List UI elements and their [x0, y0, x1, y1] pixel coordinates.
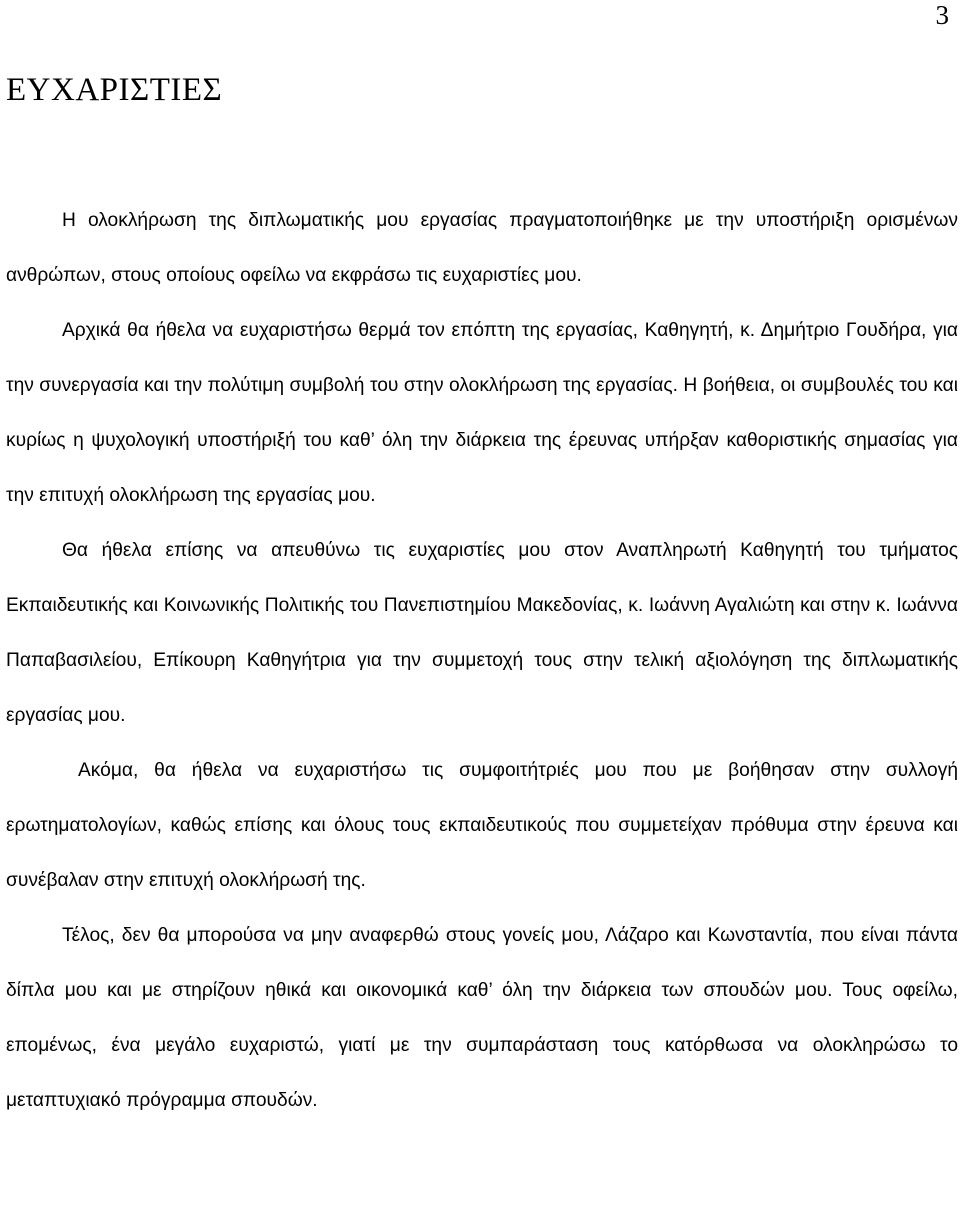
acknowledgements-body	[6, 193, 958, 1128]
paragraph-committee: Θα ήθελα επίσης να απευθύνω τις ευχαριστίες μου στον Αναπληρωτή Καθηγητή του τμήματος Εκπαιδευτικής και Κοινωνικής Πολιτικής του Πανεπιστημίου Μακεδονίας, κ. Ιωάννη Αγαλιώτη και στην κ. Ιωάννα Παπαβασιλείου, Επίκουρη Καθηγήτρια για την συμμετοχή τους στην τελική αξιολόγηση της διπλωματικής εργασίας μου.	[6, 540, 958, 726]
page-title: ΕΥΧΑΡΙΣΤΙΕΣ	[6, 72, 223, 108]
paragraph-supervisor: Αρχικά θα ήθελα να ευχαριστήσω θερμά τον επόπτη της εργασίας, Καθηγητή, κ. Δημήτριο Γουδήρα, για την συνεργασία και την πολύτιμη συμβολή του στην ολοκλήρωση της εργασίας. Η βοήθεια, οι συμβουλές του και κυρίως η ψυχολογική υποστήριξή του καθ’ όλη την διάρκεια της έρευνας υπήρξαν καθοριστικής σημασίας για την επιτυχή ολοκλήρωση της εργασίας μου.	[6, 320, 958, 506]
page-number: 3	[935, 0, 949, 30]
paragraph-parents: Τέλος, δεν θα μπορούσα να μην αναφερθώ στους γονείς μου, Λάζαρο και Κωνσταντία, που είναι πάντα δίπλα μου και με στηρίζουν ηθικά και οικονομικά καθ’ όλη την διάρκεια των σπουδών μου. Τους οφείλω, επομένως, ένα μεγάλο ευχαριστώ, γιατί με την συμπαράσταση τους κατόρθωσα να ολοκληρώσω το μεταπτυχιακό πρόγραμμα σπουδών.	[6, 925, 958, 1111]
paragraph-classmates: Ακόμα, θα ήθελα να ευχαριστήσω τις συμφοιτήτριές μου που με βοήθησαν στην συλλογή ερωτηματολογίων, καθώς επίσης και όλους τους εκπαιδευτικούς που συμμετείχαν πρόθυμα στην έρευνα και συνέβαλαν στην επιτυχή ολοκλήρωσή της.	[6, 760, 958, 891]
paragraph-intro: Η ολοκλήρωση της διπλωματικής μου εργασίας πραγματοποιήθηκε με την υποστήριξη ορισμένων ανθρώπων, στους οποίους οφείλω να εκφράσω τις ευχαριστίες μου.	[6, 210, 958, 286]
